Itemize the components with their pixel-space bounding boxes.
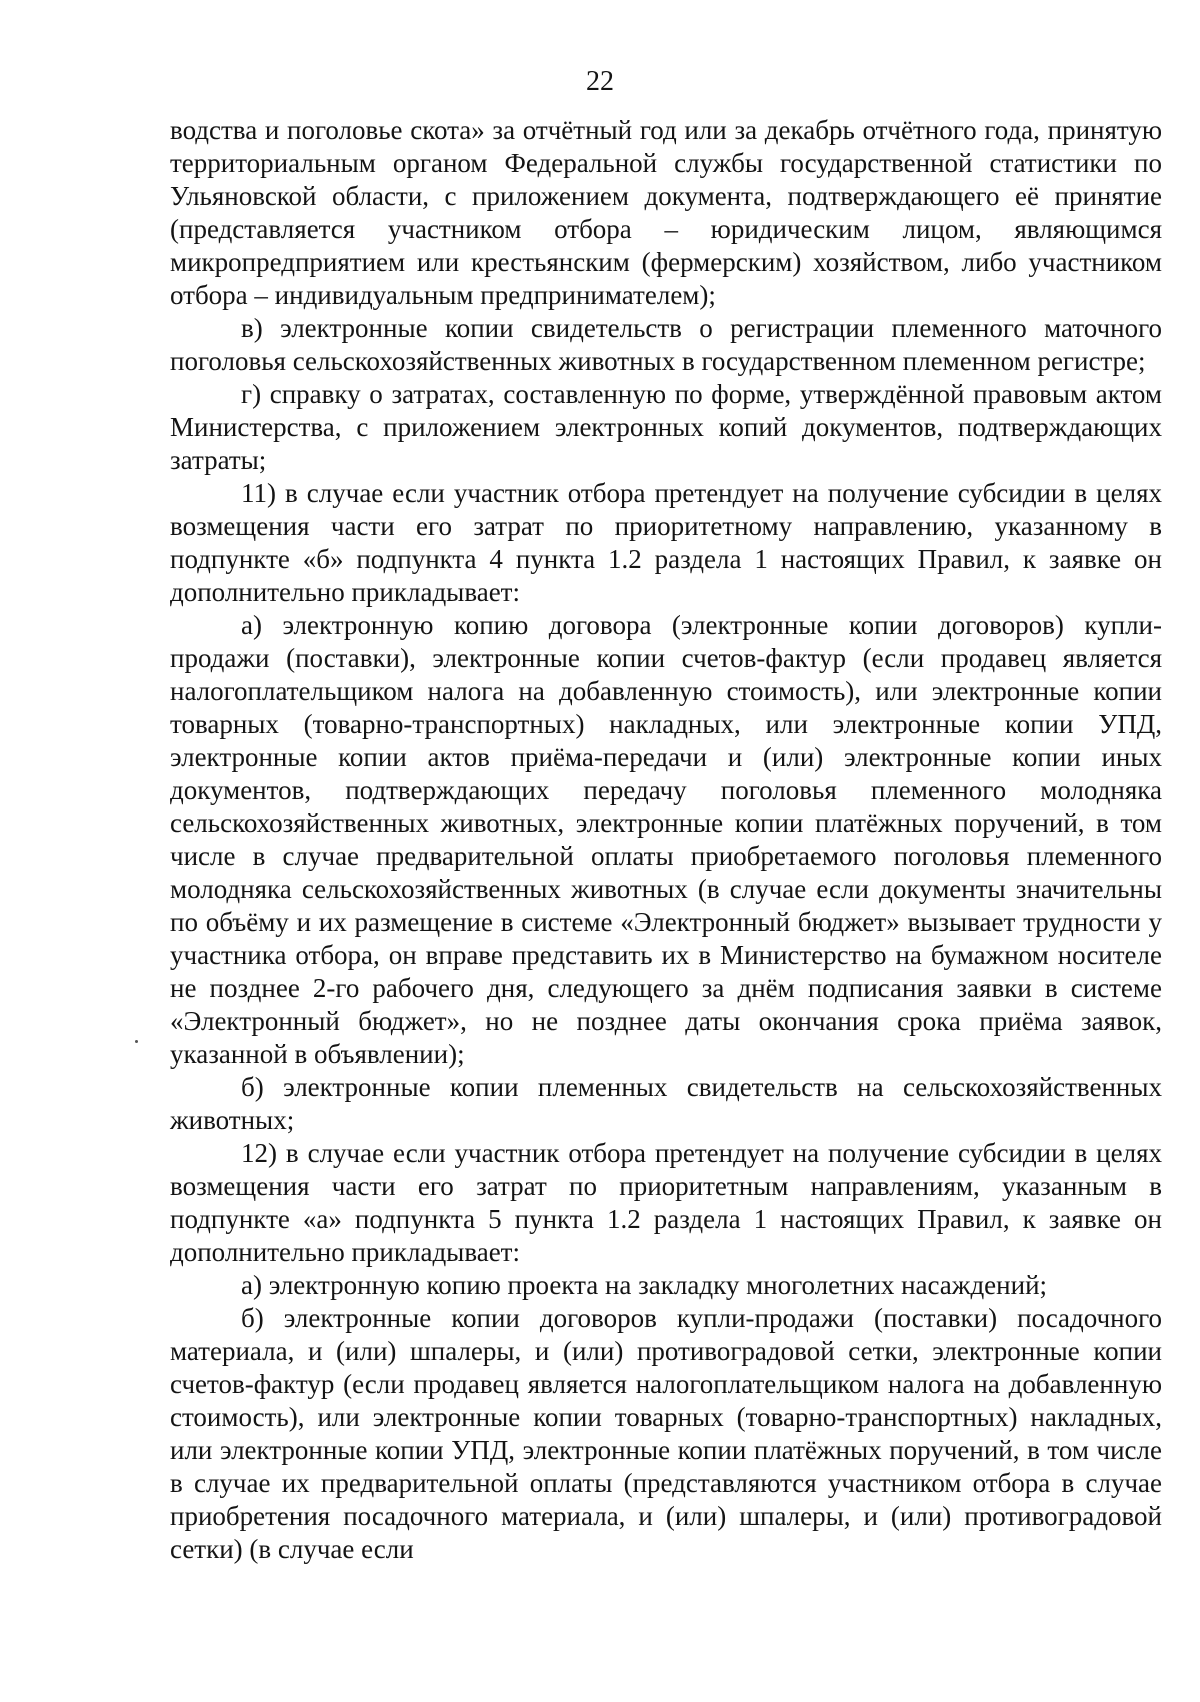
paragraph-point-11-item-a: а) электронную копию договора (электронные копии договоров) купли-продажи (поставки), электронные копии счетов-фактур (если продавец является налогоплательщиком налога на добавленную стоимость), или электронные копии товарных (товарно-транспортных) накладных, или электронные копии УПД, электронные копии актов приёма-передачи и (или) электронные копии иных документов, подтверждающих передачу поголовья племенного молодняка сельскохозяйственных животных, электронные копии платёжных поручений, в том числе в случае предварительной оплаты приобретаемого поголовья племенного молодняка сельскохозяйственных животных (в случае если документы значительны по объёму и их размещение в системе «Электронный бюджет» вызывает трудности у участника отбора, он вправе представить их в Министерство на бумажном носителе не позднее 2-го рабочего дня, следующего за днём подписания заявки в системе «Электронный бюджет», но не позднее даты окончания срока приёма заявок, указанной в объявлении); xyxy=(170,610,1162,1069)
paragraph-item-g: г) справку о затратах, составленную по форме, утверждённой правовым актом Министерства, с приложением электронных копий документов, подтверждающих затраты; xyxy=(170,379,1162,475)
paragraph-point-11-item-b: б) электронные копии племенных свидетельств на сельскохозяйственных животных; xyxy=(170,1072,1162,1135)
paragraph-continuation: водства и поголовье скота» за отчётный год или за декабрь отчётного года, принятую территориальным органом Федеральной службы государственной статистики по Ульяновской области, с приложением документа, подтверждающего её принятие (представляется участником отбора – юридическим лицом, являющимся микропредприятием или крестьянским (фермерским) хозяйством, либо участником отбора – индивидуальным предпринимателем); xyxy=(170,115,1162,310)
document-body xyxy=(170,114,1162,1566)
scan-speck xyxy=(135,1040,138,1043)
paragraph-item-v: в) электронные копии свидетельств о регистрации племенного маточного поголовья сельскохозяйственных животных в государственном племенном регистре; xyxy=(170,313,1162,376)
paragraph-point-11: 11) в случае если участник отбора претендует на получение субсидии в целях возмещения части его затрат по приоритетному направлению, указанному в подпункте «б» подпункта 4 пункта 1.2 раздела 1 настоящих Правил, к заявке он дополнительно прикладывает: xyxy=(170,478,1162,607)
paragraph-point-12: 12) в случае если участник отбора претендует на получение субсидии в целях возмещения части его затрат по приоритетным направлениям, указанным в подпункте «а» подпункта 5 пункта 1.2 раздела 1 настоящих Правил, к заявке он дополнительно прикладывает: xyxy=(170,1138,1162,1267)
paragraph-point-12-item-a: а) электронную копию проекта на закладку многолетних насаждений; xyxy=(241,1270,1048,1300)
page-number: 22 xyxy=(586,66,614,97)
paragraph-point-12-item-b: б) электронные копии договоров купли-продажи (поставки) посадочного материала, и (или) шпалеры, и (или) противоградовой сетки, электронные копии счетов-фактур (если продавец является налогоплательщиком налога на добавленную стоимость), или электронные копии товарных (товарно-транспортных) накладных, или электронные копии УПД, электронные копии платёжных поручений, в том числе в случае их предварительной оплаты (представляются участником отбора в случае приобретения посадочного материала, и (или) шпалеры, и (или) противоградовой сетки) (в случае если xyxy=(170,1303,1162,1564)
